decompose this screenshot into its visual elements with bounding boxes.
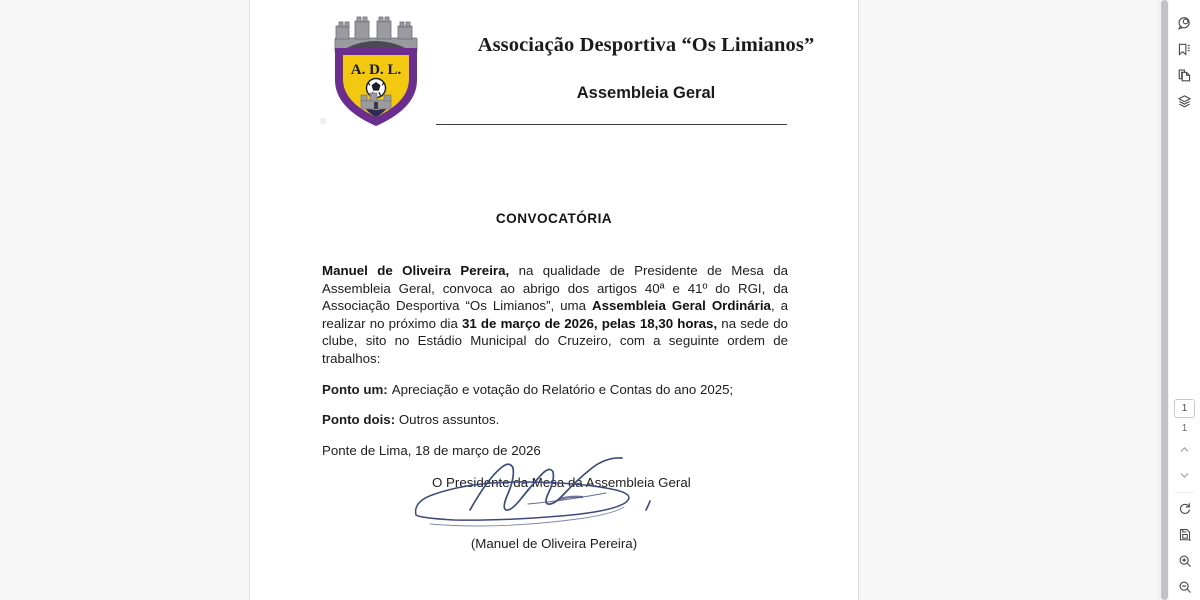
next-page-chevron-down-icon[interactable]: [1169, 462, 1200, 488]
viewer-toolbar: [1169, 0, 1200, 600]
agenda-item: [322, 368, 788, 399]
paragraph-bold-segment: Assembleia Geral Ordinária: [591, 298, 771, 314]
document-heading: CONVOCATÓRIA: [495, 211, 613, 226]
letterhead-divider: [436, 124, 787, 125]
paragraph-bold-segment: 31 de março de 2026, pelas 18,30 horas,: [461, 315, 718, 331]
copy-pages-icon[interactable]: [1169, 62, 1200, 88]
signatory-role: O Presidente da Mesa da Assembleia Geral: [432, 475, 691, 491]
scrollbar-thumb[interactable]: [1161, 0, 1168, 600]
agenda-item-text: Outros assuntos.: [398, 412, 500, 428]
paragraph-segment: na qualidade de Presidente de Mesa da Assembleia Geral, convoca ao abrigo dos artigos 40ª e 41º do RGI, da Associação Desportiva “Os Limianos”, uma: [322, 263, 788, 314]
scan-artifact: [320, 118, 326, 124]
paragraph-segment: , a realizar no próximo dia: [322, 298, 788, 331]
agenda-item-label: Ponto um:: [322, 381, 388, 397]
paragraph-bold-segment: Manuel de Oliveira Pereira,: [322, 263, 510, 278]
toolbar-divider: [1175, 492, 1194, 493]
zoom-in-icon[interactable]: [1169, 548, 1200, 574]
convocation-paragraph: [322, 262, 788, 368]
place-and-date: Ponte de Lima, 18 de março de 2026: [322, 442, 541, 458]
handwritten-signature: [410, 452, 660, 537]
letterhead-subtitle: Assembleia Geral: [576, 84, 716, 102]
paragraph-segment: na sede do clube, sito no Estádio Municipal do Cruzeiro, com a seguinte ordem de trabalhos:: [322, 315, 788, 366]
agenda-item-text: Apreciação e votação do Relatório e Contas do ano 2025;: [391, 381, 734, 397]
bookmark-outline-icon[interactable]: [1169, 36, 1200, 62]
save-document-icon[interactable]: [1169, 522, 1200, 548]
agenda-item: [322, 398, 788, 429]
page-count-label: 1: [1181, 423, 1188, 434]
rotate-icon[interactable]: [1169, 496, 1200, 522]
document-page: [249, 0, 859, 600]
vertical-scrollbar[interactable]: [1158, 0, 1169, 600]
letterhead: [250, 6, 858, 124]
svg-text:A. D. L.: A. D. L.: [350, 62, 402, 78]
organization-title: Associação Desportiva “Os Limianos”: [477, 34, 815, 56]
comment-icon[interactable]: [1169, 10, 1200, 36]
agenda-item-label: Ponto dois:: [322, 412, 396, 428]
layers-icon[interactable]: [1169, 88, 1200, 114]
adl-club-crest-icon: [321, 12, 431, 127]
page-number-input[interactable]: 1: [1174, 399, 1195, 418]
zoom-out-icon[interactable]: [1169, 574, 1200, 600]
signatory-name: (Manuel de Oliveira Pereira): [470, 536, 638, 551]
previous-page-chevron-up-icon[interactable]: [1169, 436, 1200, 462]
